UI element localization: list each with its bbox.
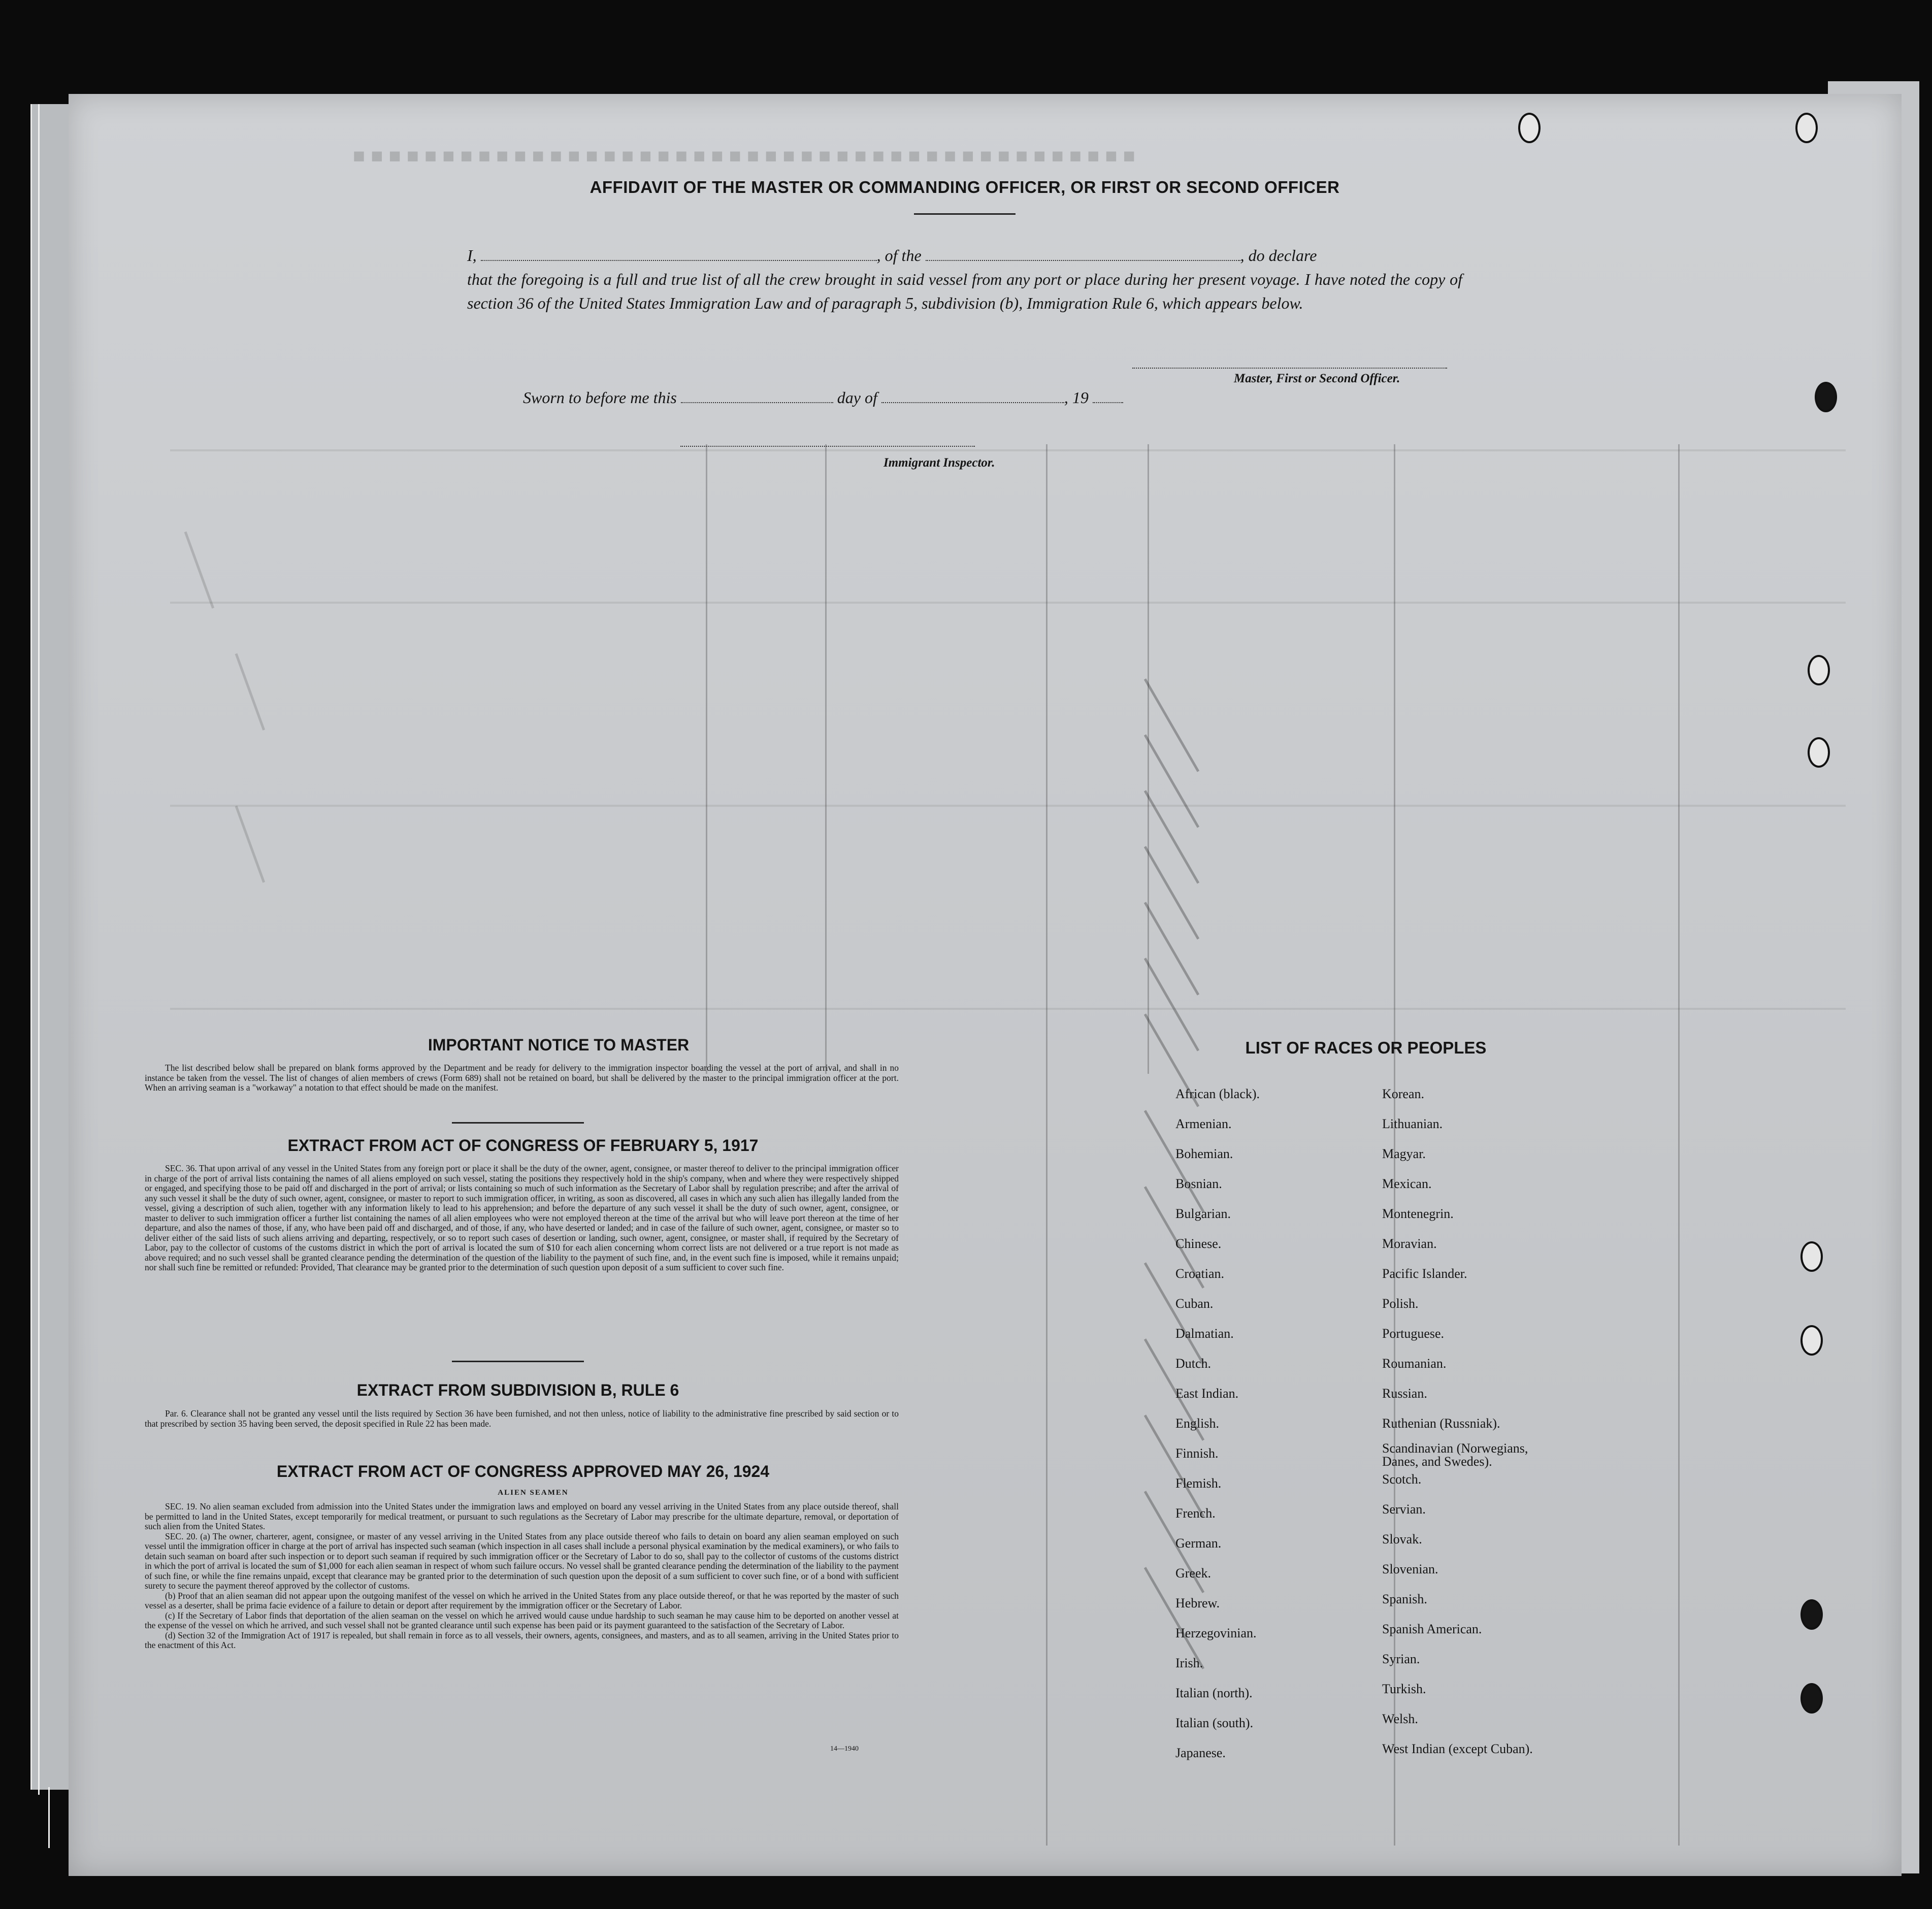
punch-hole (1808, 655, 1830, 685)
punch-hole (1815, 382, 1837, 412)
race-item: German. (1175, 1536, 1222, 1551)
race-item: English. (1175, 1416, 1219, 1431)
pen-stroke (235, 806, 265, 883)
section-rule (452, 1122, 584, 1124)
pen-stroke (184, 532, 214, 609)
race-item: Syrian. (1382, 1652, 1420, 1666)
pen-stroke (235, 653, 265, 731)
race-item: Moravian. (1382, 1236, 1437, 1251)
extract-rule6-text (145, 1409, 899, 1429)
race-item: Chinese. (1175, 1236, 1222, 1251)
race-item: Hebrew. (1175, 1596, 1220, 1610)
race-item: Russian. (1382, 1386, 1427, 1401)
vessel-blank (926, 247, 1240, 261)
punch-hole (1795, 113, 1818, 143)
ghost-row-line (170, 449, 1846, 451)
sworn-year-label: , 19 (1064, 388, 1089, 407)
race-item: West Indian (except Cuban). (1382, 1741, 1533, 1756)
ghost-row-line (170, 1008, 1846, 1010)
race-item: Pacific Islander. (1382, 1266, 1467, 1281)
extract-rule6-paragraph: Par. 6. Clearance shall not be granted any vessel until the lists required by Section 36 have been furnished, and not then unless, notice of liability to the administrative fine prescribed by said section or to that prescribed by section 35 having been served, the deposit specified in Rule 22 has been made. (145, 1408, 899, 1429)
ghost-column-line (825, 444, 827, 1074)
race-item: Montenegrin. (1382, 1206, 1454, 1221)
race-item: Cuban. (1175, 1296, 1214, 1311)
extract-1924-sec20d: (d) Section 32 of the Immigration Act of 1917 is repealed, but shall remain in force as to all vessels, their owners, agents, consignees, and masters, and as to all seamen, arriving in the United States prior to the enactment of this Act. (145, 1630, 899, 1650)
alien-seamen-heading: ALIEN SEAMEN (498, 1489, 569, 1497)
races-title: LIST OF RACES OR PEOPLES (1245, 1038, 1487, 1057)
punch-hole (1800, 1241, 1823, 1272)
affidavit-body: that the foregoing is a full and true list of all the crew brought in said vessel from any port or place during her present voyage. I have noted the copy of section 36 of the United States Immigration Law and of paragraph 5, subdivision (b), Immigration Rule 6, which appears below. (467, 270, 1462, 312)
notice-text (145, 1063, 899, 1093)
race-item: Bosnian. (1175, 1176, 1222, 1191)
race-item: Roumanian. (1382, 1356, 1447, 1371)
ghost-column-line (1046, 444, 1047, 1846)
extract-1917-text (145, 1164, 899, 1273)
bleed-through-heading: ■ ■ ■ ■ ■ ■ ■ ■ ■ ■ ■ ■ ■ ■ ■ ■ ■ ■ ■ ■ ■ ■ ■ ■ ■ ■ ■ ■ ■ ■ ■ ■ ■ ■ ■ ■ ■ ■ ■ ■ ■ ■ ■ ■ (353, 145, 1135, 167)
race-item: Croatian. (1175, 1266, 1225, 1281)
extract-1924-sec20a: SEC. 20. (a) The owner, charterer, agent, consignee, or master of any vessel arriving in the United States from any place outside thereof who fails to detain on board any alien seaman employed on such vessel until the immigration officer in charge at the port of arrival has inspected such seaman (which inspection in all cases shall include a personal physical examination by the medical examiners), or who fails to detain such seaman on board after such inspection or to deport such seaman if required by such immigration officer or the Secretary of Labor to do so, shall pay to the collector of customs of the customs district in which the port of arrival is located the sum of $1,000 for each alien seaman in respect of whom such failure occurs. No vessel shall be granted clearance pending the determination of the liability to the payment of such fine, or while the fine remains unpaid, except that clearance may be granted prior to the determination of such question upon the deposit of a sum sufficient to cover such fine, or of a bond with sufficient surety to secure the payment thereof approved by the collector of customs. (145, 1531, 899, 1591)
race-item: Finnish. (1175, 1446, 1219, 1461)
race-item: Spanish. (1382, 1592, 1427, 1606)
race-item: Italian (north). (1175, 1686, 1253, 1700)
extract-1917-paragraph: SEC. 36. That upon arrival of any vessel in the United States from any foreign port or place it shall be the duty of the owner, agent, consignee, or master thereof to deliver to the principal immigration officer in charge of the port of arrival lists containing the names of all aliens employed on such vessel, stating the positions they respectively hold in the ship's company, when and where they were respectively shipped or engaged, and specifying those to be paid off and discharged in the port of arrival; or lists containing so much of such information as the Secretary of Labor shall by regulation prescribe; and after the arrival of any such vessel it shall be the duty of such owner, agent, consignee, or master to report to such immigration officer, in writing, as soon as discovered, all cases in which any such alien has illegally landed from the vessel, giving a description of such alien, together with any information likely to lead to his apprehension; and before the departure of any such vessel it shall be the duty of such owner, agent, consignee, or master to deliver to such immigration officer a further list containing the names of all alien employees who were not employed thereon at the time of the arrival but who will leave port thereon at the time of her departure, and also the names of those, if any, who have been paid off and discharged, and of those, if any, who have deserted or landed; and in case of the failure of such owner, agent, consignee, or master so to deliver either of the said lists of such aliens arriving and departing, respectively, or so to report such cases of desertion or landing, such owner, agent, consignee, or master shall, if required by the Secretary of Labor, pay to the collector of customs of the customs district in which the port of arrival is located the sum of $10 for each alien concerning whom correct lists are not delivered or a true report is not made as above required; and no such vessel shall be granted clearance pending the determination of the question of the liability to the payment of such fine, and, in the event such fine is imposed, while it remains unpaid; nor shall such fine be remitted or refunded: Provided, That clearance may be granted prior to the determination of such question upon deposit of a sum sufficient to cover such fine. (145, 1163, 899, 1272)
race-item: Scandinavian (Norwegians, Danes, and Swedes). (1382, 1441, 1528, 1469)
race-item: Magyar. (1382, 1146, 1426, 1161)
extract-1924-sec20c: (c) If the Secretary of Labor finds that deportation of the alien seaman on the vessel on which he arrived would cause undue hardship to such seaman he may cause him to be deported on another vessel at the expense of the vessel on which he arrived, and such vessel shall not be granted clearance until such expense has been paid or its payment guaranteed to the satisfaction of the Secretary of Labor. (145, 1610, 899, 1630)
race-item: Welsh. (1382, 1711, 1418, 1726)
races-right-column (1382, 1087, 1533, 1771)
ghost-column-line (1148, 444, 1149, 1074)
race-item: Korean. (1382, 1087, 1425, 1101)
ghost-row-line (170, 602, 1846, 604)
race-item: Portuguese. (1382, 1326, 1445, 1341)
affidavit-i-label: I, (467, 246, 477, 265)
underlying-sheet-left (30, 104, 73, 1790)
inspector-signature-line (680, 446, 975, 447)
affidavit-text (467, 244, 1462, 315)
race-item: Greek. (1175, 1566, 1211, 1581)
race-item: Lithuanian. (1382, 1116, 1443, 1131)
master-label: Master, First or Second Officer. (1234, 372, 1400, 385)
race-item: East Indian. (1175, 1386, 1239, 1401)
pen-stroke (1144, 734, 1199, 828)
inspector-label: Immigrant Inspector. (883, 456, 995, 470)
race-item: Scotch. (1382, 1472, 1422, 1487)
pen-stroke (1144, 846, 1199, 939)
pen-stroke (1144, 678, 1199, 772)
race-item: Italian (south). (1175, 1716, 1254, 1730)
extract-1917-title: EXTRACT FROM ACT OF CONGRESS OF FEBRUARY 5, 1917 (287, 1136, 759, 1155)
extract-1924-title: EXTRACT FROM ACT OF CONGRESS APPROVED MAY 26, 1924 (276, 1462, 770, 1480)
extract-1924-sec20b: (b) Proof that an alien seaman did not appear upon the outgoing manifest of the vessel on which he arrived in the United States from any place outside thereof, or that he was reported by the master of such vessel as a deserter, shall be prima facie evidence of a failure to detain or deport after requirement by the immigration officer or the Secretary of Labor. (145, 1590, 899, 1610)
name-blank (481, 247, 877, 261)
race-item: Irish. (1175, 1656, 1203, 1670)
race-item: Polish. (1382, 1296, 1419, 1311)
form-code: 14—1940 (830, 1745, 859, 1753)
ghost-column-line (706, 444, 707, 1074)
affidavit-line-1 (467, 244, 1462, 268)
sworn-year-blank (1093, 390, 1123, 403)
affidavit-of-the-label: , of the (876, 246, 922, 265)
race-item: Bulgarian. (1175, 1206, 1231, 1221)
affidavit-title: AFFIDAVIT OF THE MASTER OR COMMANDING OFFICER, OR FIRST OR SECOND OFFICER (590, 178, 1340, 196)
race-item: French. (1175, 1506, 1216, 1521)
sworn-day-blank (681, 390, 833, 403)
ghost-column-line (1678, 444, 1680, 1846)
punch-hole (1518, 113, 1541, 143)
race-item: Servian. (1382, 1502, 1426, 1517)
race-item: Dutch. (1175, 1356, 1211, 1371)
sworn-label: Sworn to before me this (523, 388, 677, 407)
race-item: Herzegovinian. (1175, 1626, 1257, 1640)
punch-hole (1808, 737, 1830, 768)
extract-1924-sec19: SEC. 19. No alien seaman excluded from admission into the United States under the immigration laws and employed on board any vessel arriving in the United States from any place outside thereof, shall be permitted to land in the United States, except temporarily for medical treatment, or pursuant to such regulations as the Secretary of Labor may prescribe for the ultimate departure, removal, or deportation of such alien from the United States. (145, 1501, 899, 1531)
ghost-row-line (170, 805, 1846, 807)
race-item: Ruthenian (Russniak). (1382, 1416, 1500, 1431)
extract-rule6-title: EXTRACT FROM SUBDIVISION B, RULE 6 (356, 1381, 679, 1399)
title-rule (914, 213, 1016, 215)
affidavit-declare-label: , do declare (1240, 246, 1317, 265)
master-signature-line (1132, 368, 1447, 369)
race-item: Slovak. (1382, 1532, 1422, 1546)
sworn-day-label: day of (837, 388, 877, 407)
punch-hole (1800, 1599, 1823, 1630)
pen-stroke (1144, 958, 1199, 1051)
pen-stroke (1144, 790, 1199, 883)
pen-stroke (1144, 902, 1199, 995)
punch-hole (1800, 1683, 1823, 1714)
race-item: Slovenian. (1382, 1562, 1438, 1576)
punch-hole (1800, 1325, 1823, 1356)
races-left-column (1175, 1087, 1260, 1775)
race-item: Bohemian. (1175, 1146, 1233, 1161)
race-item: Flemish. (1175, 1476, 1222, 1491)
race-item: Mexican. (1382, 1176, 1432, 1191)
section-rule (452, 1361, 584, 1362)
race-item: Spanish American. (1382, 1622, 1482, 1636)
race-item: Turkish. (1382, 1682, 1426, 1696)
extract-1924-text (145, 1502, 899, 1651)
sheet-edge (38, 104, 40, 1795)
notice-title: IMPORTANT NOTICE TO MASTER (428, 1036, 690, 1054)
sworn-line (523, 388, 1123, 407)
race-item: Armenian. (1175, 1116, 1232, 1131)
sworn-month-blank (881, 390, 1064, 403)
race-item: Dalmatian. (1175, 1326, 1234, 1341)
race-item: Japanese. (1175, 1746, 1226, 1760)
race-item: African (black). (1175, 1087, 1260, 1101)
notice-paragraph: The list described below shall be prepared on blank forms approved by the Department and be ready for delivery to the immigration inspector boarding the vessel at the port of arrival, and shall in no instance be taken from the vessel. The list of changes of alien members of crews (Form 689) shall not be retained on board, but shall be delivered by the master to the principal immigration officer at the port. When an arriving seaman is a "workaway" a notation to that effect should be made on the manifest. (145, 1063, 899, 1093)
sheet-edge (48, 1787, 50, 1848)
